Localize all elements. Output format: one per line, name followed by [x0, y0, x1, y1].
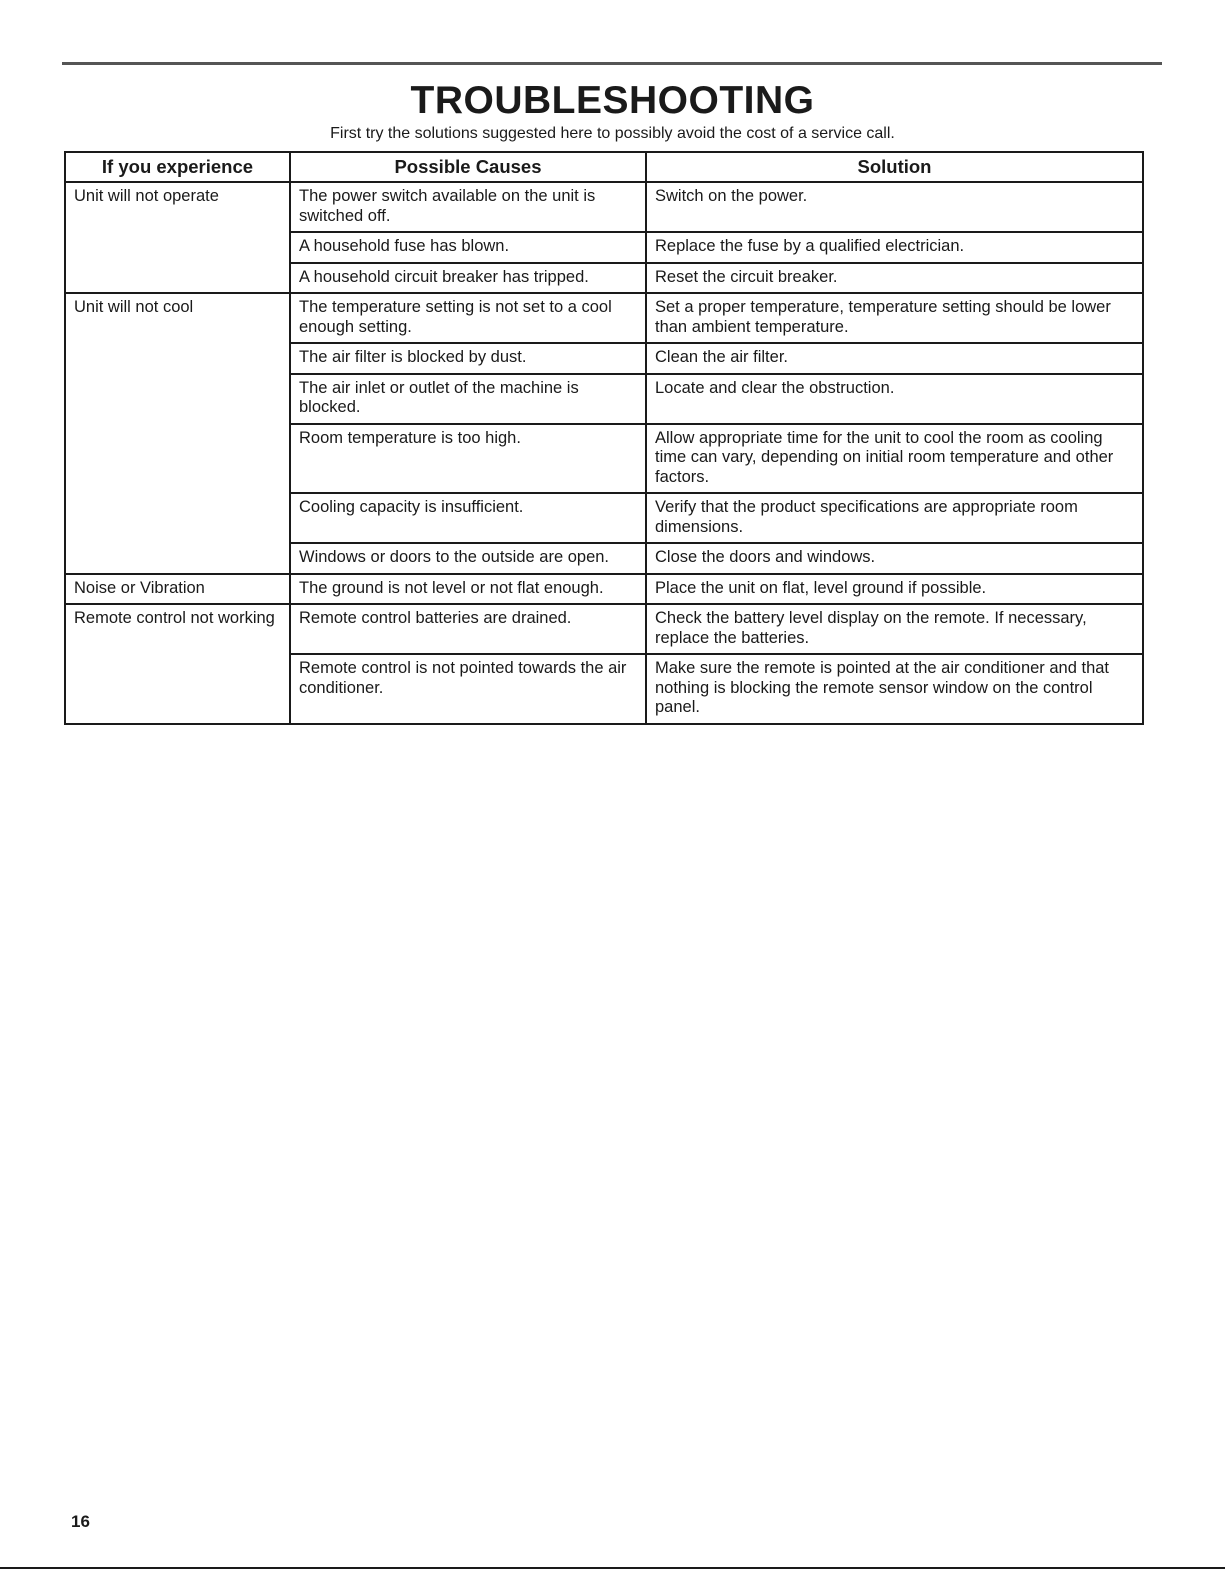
solution-cell: Reset the circuit breaker.: [646, 263, 1143, 294]
table-row: [65, 293, 1143, 343]
solution-cell: Close the doors and windows.: [646, 543, 1143, 574]
cause-cell: Remote control is not pointed towards the air conditioner.: [290, 654, 646, 724]
problem-cell: Unit will not operate: [65, 182, 290, 293]
solution-cell: Set a proper temperature, temperature setting should be lower than ambient temperature.: [646, 293, 1143, 343]
cause-cell: Cooling capacity is insufficient.: [290, 493, 646, 543]
troubleshooting-table: [64, 151, 1144, 725]
problem-cell: Remote control not working: [65, 604, 290, 724]
table-row: [65, 604, 1143, 654]
table-row: [65, 574, 1143, 605]
cause-cell: The air inlet or outlet of the machine is blocked.: [290, 374, 646, 424]
table-row: [65, 182, 1143, 232]
solution-cell: Allow appropriate time for the unit to cool the room as cooling time can vary, depending on initial room temperature and other factors.: [646, 424, 1143, 494]
solution-cell: Place the unit on flat, level ground if possible.: [646, 574, 1143, 605]
header-solution: Solution: [646, 152, 1143, 182]
solution-cell: Check the battery level display on the remote. If necessary, replace the batteries.: [646, 604, 1143, 654]
page-title: TROUBLESHOOTING: [410, 79, 815, 122]
page-subtitle: First try the solutions suggested here to possibly avoid the cost of a service call.: [330, 125, 895, 142]
header-if-you-experience: If you experience: [65, 152, 290, 182]
solution-cell: Switch on the power.: [646, 182, 1143, 232]
problem-cell: Unit will not cool: [65, 293, 290, 574]
solution-cell: Make sure the remote is pointed at the air conditioner and that nothing is blocking the remote sensor window on the control panel.: [646, 654, 1143, 724]
cause-cell: Room temperature is too high.: [290, 424, 646, 494]
cause-cell: The air filter is blocked by dust.: [290, 343, 646, 374]
solution-cell: Replace the fuse by a qualified electrician.: [646, 232, 1143, 263]
bottom-rule: [0, 1567, 1225, 1569]
cause-cell: A household circuit breaker has tripped.: [290, 263, 646, 294]
cause-cell: The ground is not level or not flat enough.: [290, 574, 646, 605]
solution-cell: Verify that the product specifications are appropriate room dimensions.: [646, 493, 1143, 543]
table-header-row: [65, 152, 1143, 182]
cause-cell: The temperature setting is not set to a cool enough setting.: [290, 293, 646, 343]
cause-cell: Windows or doors to the outside are open.: [290, 543, 646, 574]
solution-cell: Locate and clear the obstruction.: [646, 374, 1143, 424]
header-possible-causes: Possible Causes: [290, 152, 646, 182]
top-rule: [62, 62, 1162, 65]
cause-cell: Remote control batteries are drained.: [290, 604, 646, 654]
problem-cell: Noise or Vibration: [65, 574, 290, 605]
cause-cell: A household fuse has blown.: [290, 232, 646, 263]
cause-cell: The power switch available on the unit is switched off.: [290, 182, 646, 232]
page-number: 16: [71, 1512, 90, 1531]
solution-cell: Clean the air filter.: [646, 343, 1143, 374]
